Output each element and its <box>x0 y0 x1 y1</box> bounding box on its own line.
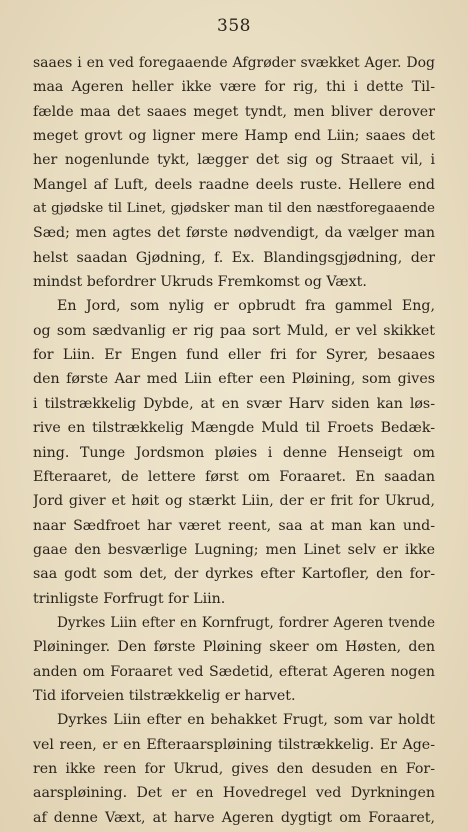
text-line: i tilstrækkelig Dybde, at en svær Harv siden kan løs- <box>33 395 435 412</box>
text-line: helst saadan Gjødning, f. Ex. Blandingsgjødning, der <box>33 249 435 266</box>
paragraph <box>33 51 435 294</box>
text-line: og som sædvanlig er rig paa sort Muld, er vel skikket <box>33 322 435 339</box>
text-line: for Liin. Er Engen fund eller fri for Syrer, besaaes <box>33 347 435 364</box>
paragraph <box>33 708 435 830</box>
text-line: saa godt som det, der dyrkes efter Kartofler, den for- <box>33 566 435 583</box>
text-line: den første Aar med Liin efter een Pløining, som gives <box>33 371 435 388</box>
text-line: maa Ageren heller ikke være for rig, thi i dette Til- <box>33 79 435 96</box>
text-line: Pløininger. Den første Pløining skeer om Høsten, den <box>33 639 435 656</box>
text-line: aarspløining. Det er en Hovedregel ved Dyrkningen <box>33 785 435 802</box>
paragraph <box>33 611 435 708</box>
text-line: meget grovt og ligner mere Hamp end Liin; saaes det <box>33 128 435 145</box>
text-line: Mangel af Luft, deels raadne deels ruste. Hellere end <box>33 176 435 193</box>
text-line: mindst befordrer Ukruds Fremkomst og Væxt. <box>33 274 367 291</box>
text-line: Efteraaret, de lettere først om Foraaret. En saadan <box>33 468 435 485</box>
paragraph <box>33 294 435 610</box>
text-line: Jord giver et høit og stærkt Liin, der er frit for Ukrud, <box>33 493 435 510</box>
text-line: ning. Tunge Jordsmon pløies i denne Henseigt om <box>33 444 435 461</box>
text-line: Sæd; men agtes det første nødvendigt, da vælger man <box>33 225 435 242</box>
text-line: En Jord, som nylig er opbrudt fra gammel Eng, <box>57 298 435 315</box>
body-text <box>33 51 435 830</box>
text-line: ren ikke reen for Ukrud, gives den desuden en For- <box>33 760 435 777</box>
text-line: vel reen, er en Efteraarspløining tilstrækkelig. Er Age- <box>33 736 435 753</box>
text-line: anden om Foraaret ved Sædetid, efterat Ageren nogen <box>33 663 435 680</box>
text-line: Dyrkes Liin efter en behakket Frugt, som var holdt <box>57 712 435 729</box>
text-line: fælde maa det saaes meget tyndt, men bliver derover <box>33 103 435 120</box>
text-line: Dyrkes Liin efter en Kornfrugt, fordrer Ageren tvende <box>57 614 435 631</box>
text-line: rive en tilstrækkelig Mængde Muld til Froets Bedæk- <box>33 420 435 437</box>
text-line: Tid iforveien tilstrækkelig er harvet. <box>33 687 296 704</box>
text-line: trinligste Forfrugt for Liin. <box>33 590 226 607</box>
text-line: saaes i en ved foregaaende Afgrøder svækket Ager. Dog <box>33 55 435 71</box>
text-line: at gjødske til Linet, gjødsker man til den næstforegaaende <box>33 201 435 217</box>
text-line: gaae den besværlige Lugning; men Linet selv er ikke <box>33 541 435 558</box>
text-line: naar Sædfroet har været reent, saa at man kan und- <box>33 517 435 534</box>
page-number: 358 <box>217 16 251 36</box>
text-line: af denne Væxt, at harve Ageren dygtigt om Foraaret, <box>33 809 435 826</box>
text-line: her nogenlunde tykt, lægger det sig og Straaet vil, i <box>33 152 435 169</box>
